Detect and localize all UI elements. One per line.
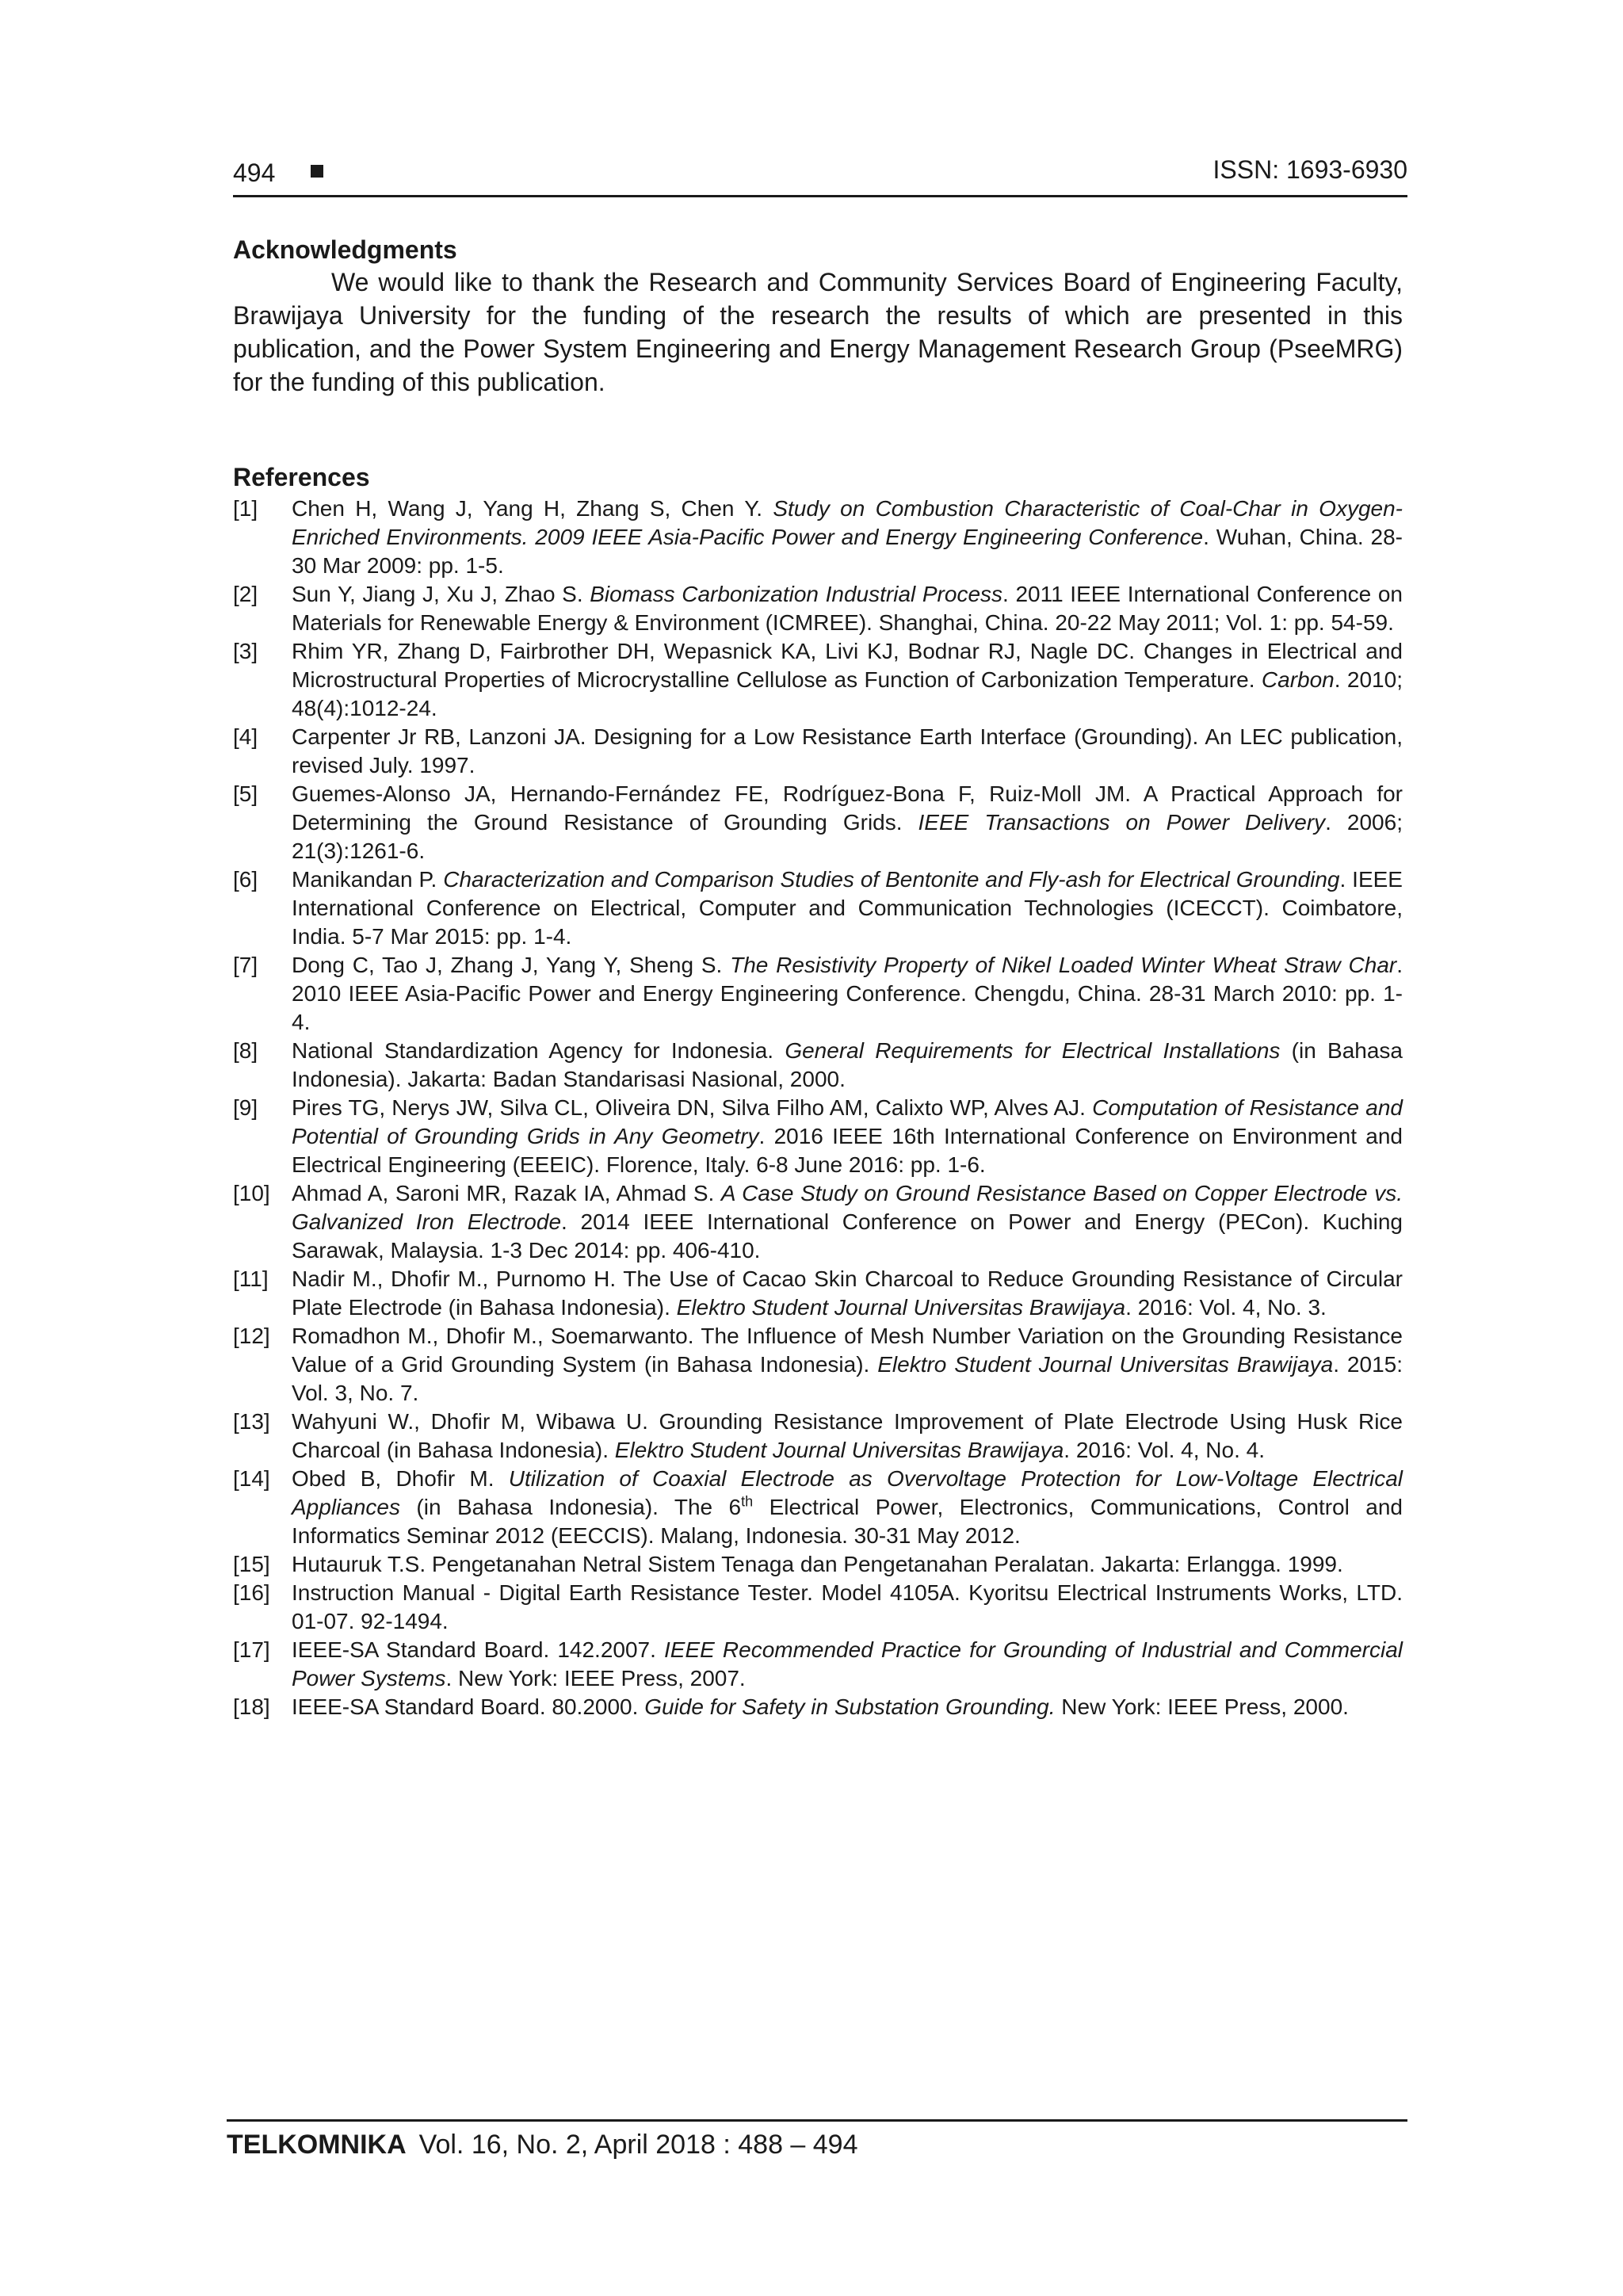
reference-superscript: th <box>741 1493 754 1510</box>
reference-item <box>233 1550 1403 1579</box>
reference-text-part: . 2006; 21(3):1261-6. <box>292 810 1403 863</box>
reference-text-part: New York: IEEE Press, 2000. <box>1055 1694 1349 1719</box>
reference-item <box>233 780 1403 865</box>
reference-italic-title: A Case Study on Ground Resistance Based on Copper Electrode vs. Galvanized Iron Electrode <box>292 1181 1403 1234</box>
acknowledgments-title: Acknowledgments <box>233 235 457 264</box>
reference-text-part: Wahyuni W., Dhofir M, Wibawa U. Grounding Resistance Improvement of Plate Electrode Using Husk Rice Charcoal (in Bahasa Indonesia). <box>292 1409 1403 1462</box>
reference-item <box>233 495 1403 580</box>
issn-label: ISSN: 1693-6930 <box>1212 155 1407 184</box>
reference-text-part: . 2011 IEEE International Conference on Materials for Renewable Energy & Environment (ICMREE). Shanghai, China. 20-22 May 2011; Vol. 1: pp. 54-59. <box>292 582 1403 635</box>
reference-text <box>292 1465 1403 1550</box>
reference-text <box>292 865 1403 951</box>
reference-number: [16] <box>233 1580 270 1605</box>
reference-text-part: Hutauruk T.S. Pengetanahan Netral Sistem Tenaga dan Pengetanahan Peralatan. Jakarta: Erlangga. 1999. <box>292 1552 1343 1576</box>
reference-text-part: Instruction Manual - Digital Earth Resistance Tester. Model 4105A. Kyoritsu Electrical Instruments Works, LTD. 01-07. 92-1494. <box>292 1580 1403 1633</box>
reference-text-part: IEEE-SA Standard Board. 80.2000. <box>292 1694 645 1719</box>
reference-item <box>233 865 1403 951</box>
reference-item <box>233 1322 1403 1408</box>
page-header <box>233 151 1407 197</box>
acknowledgments-body: We would like to thank the Research and Community Services Board of Engineering Faculty, Brawijaya University for the funding of the research the results of which are presented in this publication, and the Power System Engineering and Energy Management Research Group (PseeMRG) for the funding of this publication. <box>233 268 1403 396</box>
page-footer <box>227 2119 1407 2160</box>
reference-text-part: Dong C, Tao J, Zhang J, Yang Y, Sheng S. <box>292 953 731 977</box>
reference-number: [14] <box>233 1466 270 1491</box>
reference-text-part: . 2016: Vol. 4, No. 3. <box>1125 1295 1327 1320</box>
reference-text-part: . Wuhan, China. 28-30 Mar 2009: pp. 1-5. <box>292 525 1403 578</box>
reference-text-part: . 2016 IEEE 16th International Conference on Environment and Electrical Engineering (EEEIC). Florence, Italy. 6-8 June 2016: pp. 1-6. <box>292 1124 1403 1177</box>
reference-text <box>292 1037 1403 1094</box>
reference-number: [15] <box>233 1552 270 1576</box>
reference-text <box>292 495 1403 580</box>
journal-citation: Vol. 16, No. 2, April 2018 : 488 – 494 <box>418 2130 858 2160</box>
reference-text-part: Manikandan P. <box>292 867 444 892</box>
references-list <box>233 495 1403 1721</box>
reference-item <box>233 1179 1403 1265</box>
reference-italic-title: Elektro Student Journal Universitas Brawijaya <box>676 1295 1126 1320</box>
reference-text <box>292 580 1403 637</box>
reference-italic-title: General Requirements for Electrical Installations <box>785 1038 1281 1063</box>
reference-italic-title: IEEE Transactions on Power Delivery <box>918 810 1326 835</box>
reference-item <box>233 723 1403 780</box>
reference-number: [3] <box>233 639 258 663</box>
reference-item <box>233 1636 1403 1693</box>
reference-text-part: Guemes-Alonso JA, Hernando-Fernández FE, Rodríguez-Bona F, Ruiz-Moll JM. A Practical Approach for Determining the Ground Resistance of Grounding Grids. <box>292 781 1403 835</box>
reference-text-part: Nadir M., Dhofir M., Purnomo H. The Use of Cacao Skin Charcoal to Reduce Grounding Resistance of Circular Plate Electrode (in Bahasa Indonesia). <box>292 1266 1403 1320</box>
reference-item <box>233 1693 1403 1721</box>
square-bullet-icon <box>311 165 323 178</box>
reference-italic-title: Utilization of Coaxial Electrode as Overvoltage Protection for Low-Voltage Electrical Appliances <box>292 1466 1403 1519</box>
reference-number: [5] <box>233 781 258 806</box>
reference-italic-title: Carbon <box>1261 667 1335 692</box>
reference-text-part: (in Bahasa Indonesia). The 6 <box>399 1495 742 1519</box>
reference-text <box>292 1550 1403 1579</box>
reference-item <box>233 637 1403 723</box>
reference-italic-title: Elektro Student Journal Universitas Brawijaya <box>877 1352 1334 1377</box>
reference-text-part: Rhim YR, Zhang D, Fairbrother DH, Wepasnick KA, Livi KJ, Bodnar RJ, Nagle DC. Changes in Electrical and Microstructural Properties of Microcrystalline Cellulose as Function of Carbonization Temperature. <box>292 639 1403 692</box>
reference-text <box>292 1094 1403 1179</box>
reference-italic-title: Elektro Student Journal Universitas Brawijaya <box>614 1438 1064 1462</box>
reference-number: [8] <box>233 1038 258 1063</box>
journal-name: TELKOMNIKA <box>227 2130 407 2160</box>
reference-text-part: Chen H, Wang J, Yang H, Zhang S, Chen Y. <box>292 496 773 521</box>
reference-item <box>233 1037 1403 1094</box>
reference-number: [1] <box>233 496 258 521</box>
reference-text-part: . 2015: Vol. 3, No. 7. <box>292 1352 1403 1405</box>
reference-text-part: Sun Y, Jiang J, Xu J, Zhao S. <box>292 582 590 606</box>
reference-italic-title: Guide for Safety in Substation Grounding. <box>644 1694 1056 1719</box>
reference-text <box>292 780 1403 865</box>
reference-number: [10] <box>233 1181 270 1205</box>
reference-number: [9] <box>233 1095 258 1120</box>
reference-italic-title: The Resistivity Property of Nikel Loaded Winter Wheat Straw Char <box>730 953 1397 977</box>
reference-italic-title: Characterization and Comparison Studies of Bentonite and Fly-ash for Electrical Grounding <box>443 867 1340 892</box>
reference-number: [6] <box>233 867 258 892</box>
reference-text-part: . IEEE International Conference on Electrical, Computer and Communication Technologies (ICECCT). Coimbatore, India. 5-7 Mar 2015: pp. 1-4. <box>292 867 1403 949</box>
reference-text-part: Ahmad A, Saroni MR, Razak IA, Ahmad S. <box>292 1181 721 1205</box>
reference-text-part: . 2010 IEEE Asia-Pacific Power and Energy Engineering Conference. Chengdu, China. 28-31 March 2010: pp. 1-4. <box>292 953 1403 1034</box>
reference-item <box>233 1094 1403 1179</box>
reference-text <box>292 951 1403 1037</box>
reference-text <box>292 1693 1403 1721</box>
reference-text-part: . 2014 IEEE International Conference on Power and Energy (PECon). Kuching Sarawak, Malaysia. 1-3 Dec 2014: pp. 406-410. <box>292 1209 1403 1263</box>
reference-text <box>292 1579 1403 1636</box>
reference-text-part: Electrical Power, Electronics, Communications, Control and Informatics Seminar 2012 (EECCIS). Malang, Indonesia. 30-31 May 2012. <box>292 1495 1403 1548</box>
page-number: 494 <box>233 159 276 187</box>
reference-number: [13] <box>233 1409 270 1434</box>
reference-italic-title: Study on Combustion Characteristic of Coal-Char in Oxygen-Enriched Environments. 2009 IEEE Asia-Pacific Power and Energy Engineering Conference <box>292 496 1403 549</box>
reference-item <box>233 1408 1403 1465</box>
reference-text <box>292 1636 1403 1693</box>
reference-text-part: . New York: IEEE Press, 2007. <box>445 1666 746 1690</box>
reference-text-part: Pires TG, Nerys JW, Silva CL, Oliveira DN, Silva Filho AM, Calixto WP, Alves AJ. <box>292 1095 1093 1120</box>
reference-italic-title: Computation of Resistance and Potential of Grounding Grids in Any Geometry <box>292 1095 1403 1148</box>
reference-item <box>233 1265 1403 1322</box>
reference-text-part: Carpenter Jr RB, Lanzoni JA. Designing for a Low Resistance Earth Interface (Grounding). An LEC publication, revised July. 1997. <box>292 724 1403 777</box>
reference-number: [18] <box>233 1694 270 1719</box>
reference-text-part: . 2010; 48(4):1012-24. <box>292 667 1403 720</box>
reference-item <box>233 580 1403 637</box>
reference-text <box>292 637 1403 723</box>
reference-text-part: Romadhon M., Dhofir M., Soemarwanto. The Influence of Mesh Number Variation on the Grounding Resistance Value of a Grid Grounding System (in Bahasa Indonesia). <box>292 1324 1403 1377</box>
reference-text-part: National Standardization Agency for Indonesia. <box>292 1038 785 1063</box>
reference-italic-title: IEEE Recommended Practice for Grounding of Industrial and Commercial Power Systems <box>292 1637 1403 1690</box>
reference-text-part: Obed B, Dhofir M. <box>292 1466 509 1491</box>
reference-italic-title: Biomass Carbonization Industrial Process <box>590 582 1003 606</box>
reference-item <box>233 1579 1403 1636</box>
reference-text-part: (in Bahasa Indonesia). Jakarta: Badan Standarisasi Nasional, 2000. <box>292 1038 1403 1091</box>
reference-text-part: IEEE-SA Standard Board. 142.2007. <box>292 1637 664 1662</box>
reference-text <box>292 1408 1403 1465</box>
reference-item <box>233 1465 1403 1550</box>
reference-text <box>292 1179 1403 1265</box>
reference-text <box>292 1265 1403 1322</box>
reference-number: [4] <box>233 724 258 749</box>
reference-text <box>292 723 1403 780</box>
reference-number: [11] <box>233 1266 269 1291</box>
reference-number: [12] <box>233 1324 270 1348</box>
reference-item <box>233 951 1403 1037</box>
reference-number: [2] <box>233 582 258 606</box>
reference-number: [17] <box>233 1637 270 1662</box>
references-title: References <box>233 463 370 491</box>
reference-number: [7] <box>233 953 258 977</box>
reference-text-part: . 2016: Vol. 4, No. 4. <box>1064 1438 1266 1462</box>
reference-text <box>292 1322 1403 1408</box>
